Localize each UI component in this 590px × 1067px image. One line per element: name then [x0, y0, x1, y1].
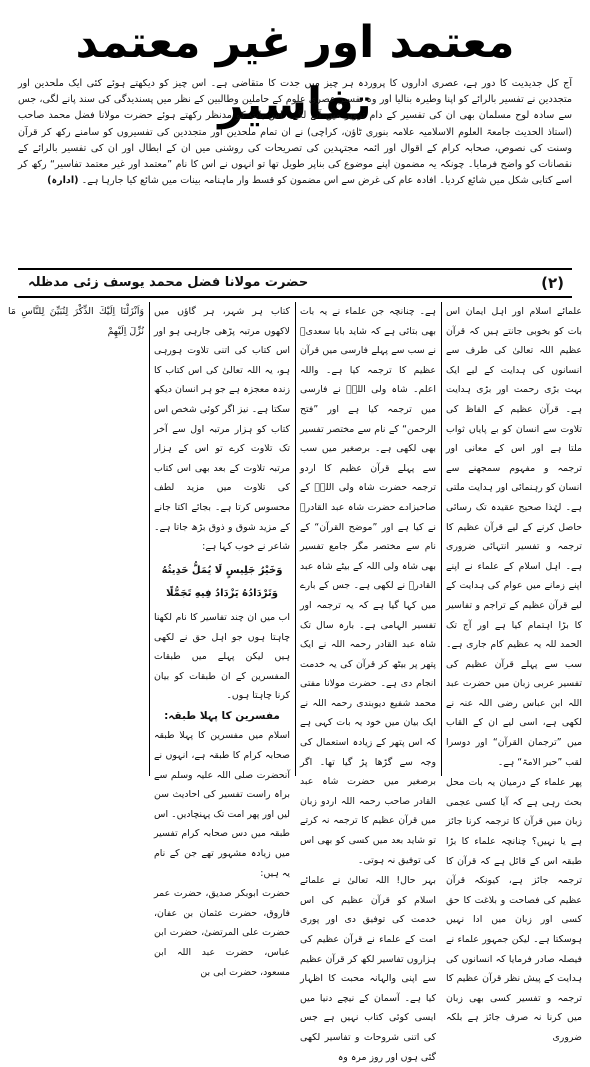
paragraph: وَاَنْزَلْنَا اِلَيْكَ الذِّكْرَ لِتُبَيِّنَ لِلنَّاسِ مَا نُزِّلَ اِلَيْهِمْ [8, 306, 144, 337]
verse-line: وَخَيْرُ جَلِيسٍ لَا يُمَلُّ حَدِيثُهُ [161, 564, 283, 576]
paragraph: اسلام میں مفسرین کا پہلا طبقہ صحابہ کرام کا طبقہ ہے، انہوں نے آنحضرت صلی اللہ علیہ وسلم سے براہ راست تفسیر کی احادیث سن لیں اور پھر امت تک پہنچادیں۔ اس طبقہ میں دس صحابہ کرام تفسیر میں زیادہ مشہور تھے جن کے نام یہ ہیں: [154, 730, 290, 879]
intro-box [18, 76, 572, 268]
column-divider [295, 302, 296, 776]
page-title: معتمد اور غیر معتمد تفاسیر [75, 17, 515, 130]
column-divider [441, 302, 442, 776]
installment-number: (۲) [541, 274, 564, 292]
byline-bar [18, 268, 572, 298]
paragraph: حضرت ابوبکر صدیق، حضرت عمر فاروق، حضرت عثمان بن عفان، حضرت علی المرتضیٰ، حضرت ابن عباس، حضرت عبد اللہ ابن مسعود، حضرت ابی بن [154, 888, 290, 978]
section-heading: مفسرین کا پہلا طبقہ: [164, 709, 280, 722]
article-body [8, 302, 582, 1063]
paragraph: کتاب ہر شہر، ہر گاؤں میں لاکھوں مرتبہ پڑھی جارہی ہو اور اس کتاب کی اتنی تلاوت ہورہی ہو، یہ اللہ تعالیٰ کی اس کتاب کا زندہ معجزہ ہے جو ہر انسان دیکھ سکتا ہے۔ نیز اگر کوئی شخص اس کتاب کو ہزار مرتبہ اول سے آخر تک تلاوت کرے تو اس کے ہزار مرتبہ تلاوت کے بعد بھی اس کتاب کی تلاوت میں مزید لطف محسوس کرتا ہے۔ بجائے اکتا جانے کے مزید شوق و ذوق بڑھ جاتا ہے۔ شاعر نے خوب کہا ہے: [154, 306, 290, 553]
column-4 [8, 302, 144, 776]
paragraph: پھر علماء کے درمیان یہ بات محل بحث رہی ہے کہ آیا کسی عجمی زبان میں قرآن کا ترجمہ کرنا جائز ہے یا نہیں؟ چنانچہ علماء کا بڑا طبقہ اس کے قائل ہے کہ قرآن کا ترجمہ جائز ہے، کیونکہ قرآن عظیم کی فصاحت و بلاغت کا حق کسی اور زبان میں ادا نہیں ہوسکتا ہے۔ لیکن جمہور علماء نے فیصلہ صادر فرمایا کہ انسانوں کی ہدایت کے پیش نظر قرآن عظیم کا ترجمہ و تفسیر کسی بھی زبان میں کرنا نہ صرف جائز ہے بلکہ ضروری [446, 777, 582, 1043]
paragraph: ہے۔ چنانچہ جن علماء نے یہ بات بھی بتائی ہے کہ شاید بابا سعدیؒ نے سب سے پہلے فارسی میں قرآن عظیم کا ترجمہ کیا ہے۔ واللہ اعلم۔ شاہ ولی اللہؒ نے فارسی میں ترجمہ کیا ہے اور ”فتح الرحمن“ کے نام سے مختصر تفسیر بھی لکھی ہے۔ برصغیر میں سب سے پہلے قرآن عظیم کا اردو ترجمہ حضرت شاہ ولی اللہؒ کے صاحبزادے حضرت شاہ عبد القادرؒ نے کیا ہے اور ”موضح القرآن“ کے نام سے مختصر مگر جامع تفسیر بھی شاہ ولی اللہ کے بیٹے شاہ عبد القادرؒ نے لکھی ہے۔ جس کے بارے میں کہا گیا ہے کہ یہ ترجمہ اور تفسیر الہامی ہے۔ بارہ سال تک شاہ عبد القادر رحمہ اللہ نے ایک پتھر پر بیٹھ کر قرآن کی یہ خدمت انجام دی ہے۔ حضرت مولانا مفتی محمد شفیع دیوبندی رحمہ اللہ نے ایک بیان میں خود یہ بات کہی ہے کہ اس پتھر کے زیادہ استعمال کی وجہ سے گڑھا پڑ گیا تھا۔ اگر برصغیر میں حضرت شاہ عبد القادر صاحب رحمہ اللہ اردو زبان میں قرآن عظیم کا ترجمہ نہ کرتے تو شاید بعد میں کسی کو بھی اس کی توفیق نہ ہوتی۔ [300, 306, 436, 866]
column-3 [154, 302, 290, 978]
intro-paragraph: آج کل جدیدیت کا دور ہے، عصری اداروں کا پروردہ ہر چیز میں جدت کا متقاضی ہے۔ اس چیز کو دیکھتے ہوئے کئی ایک ملحدین اور متجددین نے تفسیر بالرائے کو اپنا وطیرہ بنالیا اور وہ تفسیر عصری علوم کے حاملین وطالبین کے نظر میں پسندیدگی کی سند پانے لگی، جس سے سادہ لوح مسلمان بھی ان کی تفسیر کے دام تزویر میں آنے لگے۔ اس بات کو مدنظر رکھتے ہوئے حضرت مولانا فضل محمد صاحب (استاذ الحدیث جامعۃ العلوم الاسلامیہ علامہ بنوری ٹاؤن، کراچی) نے ان تمام ملحدین اور متجددین کی تفسیروں کو سامنے رکھ کر قرآن وسنت کی نصوص، صحابہ کرام کے اقوال اور ائمہ مجتہدین کی تصریحات کی روشنی میں ان کے ابطال اور ان کی تفسیر بالرائے کے نقصانات کو واضح فرمایا۔ چونکہ یہ مضمون اپنے موضوع کی بناپر طویل تھا تو انہوں نے اس کا نام ”معتمد اور غیر معتمد تفاسیر“ رکھ کر اسے کتابی شکل میں شائع کردیا۔ افادہ عام کی غرض سے اس مضمون کو قسط وار ماہنامہ بینات میں شائع کیا جارہا ہے۔ [18, 78, 572, 187]
verse-line: وَتَرْدَادُهُ يَزْدَادُ فِيهِ تَجَمُّلًا [166, 588, 278, 600]
paragraph: علمائے اسلام اور اہل ایمان اس بات کو بخوبی جانتے ہیں کہ قرآن عظیم اللہ تعالیٰ کی طرف سے انسانوں کی ہدایت کے لیے ایک بہت بڑی رحمت اور بڑی ہدایت ہے۔ قرآن عظیم کے الفاظ کی تلاوت سے انسان کو بے پایاں ثواب ملتا ہے اور اس کے معانی اور ترجمہ و مفہوم سمجھنے سے انسان کو رہنمائی اور ہدایت ملتی ہے۔ لہٰذا صحیح عقیدہ تک رسائی حاصل کرنے کے لیے قرآن عظیم کا ترجمہ و تفسیر انتہائی ضروری ہے۔ اہل اسلام کے علماء نے اپنے اپنے زمانے میں عوام کی ہدایت کے لیے قرآن عظیم کے تراجم و تفاسیر کا بڑا اہتمام کیا ہے اور آج تک الحمد للہ یہ عظیم کام جاری ہے۔ سب سے پہلے قرآن عظیم کی تفسیر عربی زبان میں حضرت عبد اللہ ابن عباس رضی اللہ عنہ نے لکھی ہے، اسی لیے ان کے القاب میں ”ترجمان القرآن“ اور دوسرا لقب ”حبر الامۃ“ ہے۔ [446, 306, 582, 768]
author-name: حضرت مولانا فضل محمد یوسف زئی مدظلہ [28, 275, 309, 290]
paragraph: بہر حال! اللہ تعالیٰ نے علمائے اسلام کو قرآن عظیم کی اس خدمت کی توفیق دی اور پوری امت کے علماء نے قرآن عظیم کی ہزاروں تفاسیر لکھ کر قرآن عظیم سے اپنی والہانہ محبت کا اظہار کیا ہے۔ آسمان کے نیچے دنیا میں ایسی کوئی کتاب نہیں ہے جس کی اتنی شروحات و تفاسیر لکھی گئی ہوں اور روز مرہ وہ [300, 875, 436, 1063]
paragraph: اب میں ان چند تفاسیر کا نام لکھنا چاہتا ہوں جو اہل حق نے لکھی ہیں لیکن پہلے میں طبقات المفسرین کے ان طبقات کو بیان کرنا چاہتا ہوں۔ [154, 611, 290, 702]
column-divider [149, 302, 150, 776]
column-2 [300, 302, 436, 1063]
intro-credit: (ادارہ) [47, 175, 79, 187]
column-1 [446, 302, 582, 1043]
